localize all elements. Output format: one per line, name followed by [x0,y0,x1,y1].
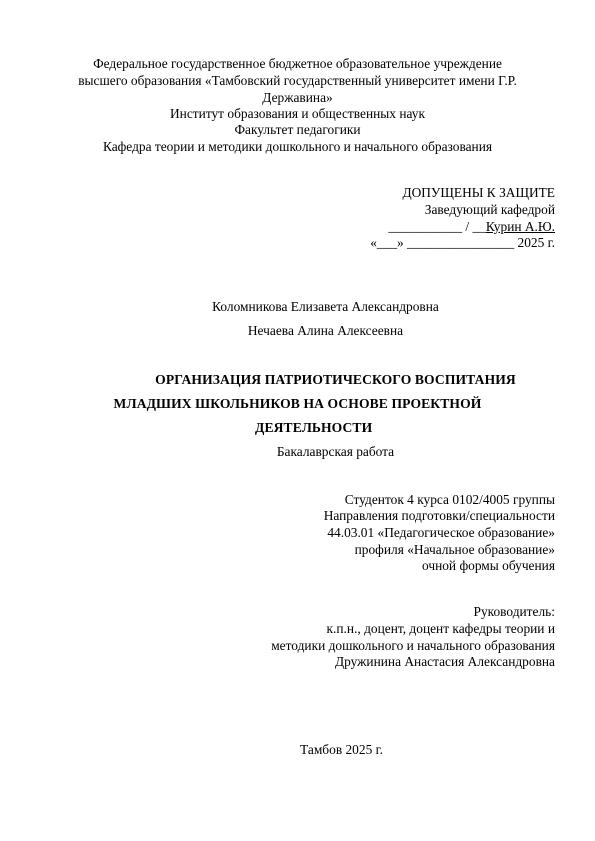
author-1: Коломникова Елизавета Александровна [212,299,439,314]
admitted-label: ДОПУЩЕНЫ К ЗАЩИТЕ [402,185,555,200]
thesis-title-line-1: ОРГАНИЗАЦИЯ ПАТРИОТИЧЕСКОГО ВОСПИТАНИЯ [155,372,516,387]
header-line-3: Державина» [262,90,333,105]
student-info-line-2: Направления подготовки/специальности [323,508,555,523]
head-name: Курин А.Ю. [485,219,555,234]
head-of-department-label: Заведующий кафедрой [424,202,555,217]
signature-blank: ___________ / __ [388,219,486,234]
faculty-name: Факультет педагогики [234,122,361,137]
student-info-line-1: Студенток 4 курса 0102/4005 группы [344,492,555,507]
thesis-title-line-2: МЛАДШИХ ШКОЛЬНИКОВ НА ОСНОВЕ ПРОЕКТНОЙ [113,396,482,411]
author-2: Нечаева Алина Алексеевна [247,323,404,338]
approval-date-line: «___» ________________ 2025 г. [370,235,555,250]
work-type: Бакалаврская работа [276,444,395,459]
institute-name: Институт образования и общественных наук [170,106,425,121]
signature-line [388,219,555,235]
supervisor-label: Руководитель: [473,604,555,619]
supervisor-name: Дружинина Анастасия Александровна [335,654,555,669]
header-line-1: Федеральное государственное бюджетное образовательное учреждение [93,56,502,71]
header-line-2: высшего образования «Тамбовский государственный университет имени Г.Р. [78,73,517,88]
student-info-line-5: очной формы обучения [421,558,555,573]
city-year: Тамбов 2025 г. [300,742,383,757]
supervisor-position-line-1: к.п.н., доцент, доцент кафедры теории и [326,621,555,636]
supervisor-position-line-2: методики дошкольного и начального образования [271,638,555,653]
student-info-line-3: 44.03.01 «Педагогическое образование» [327,525,555,540]
student-info-line-4: профиля «Начальное образование» [354,542,555,557]
thesis-title-line-3: ДЕЯТЕЛЬНОСТИ [255,420,373,435]
department-name: Кафедра теории и методики дошкольного и начального образования [102,139,493,154]
